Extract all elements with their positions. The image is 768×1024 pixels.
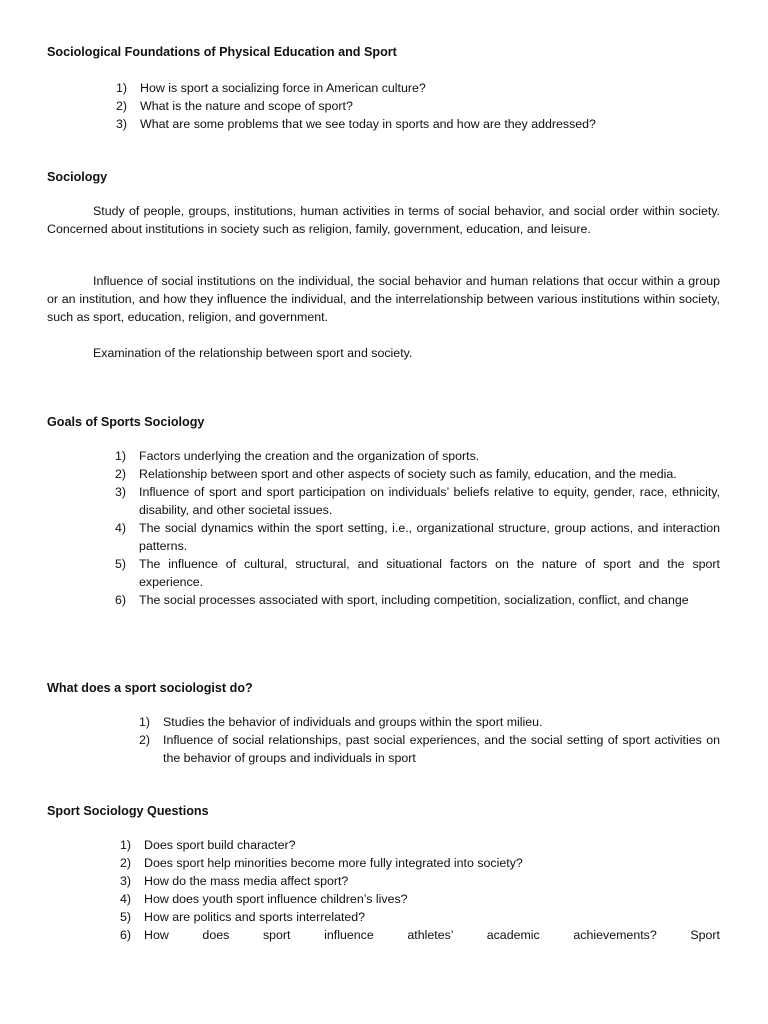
list-number: 3) [116, 117, 128, 131]
list-item [115, 483, 720, 519]
list-item [120, 854, 720, 872]
list-item [115, 519, 720, 555]
document-title: Sociological Foundations of Physical Education and Sport [47, 45, 397, 59]
list-number: 1) [115, 449, 127, 463]
list-number: 3) [115, 485, 127, 499]
list-item [115, 555, 720, 591]
list-item-text: The influence of cultural, structural, and situational factors on the nature of sport and the sport experience. [139, 557, 720, 589]
list-item [120, 908, 720, 926]
list-number: 2) [115, 467, 127, 481]
list-item [120, 890, 720, 908]
sociology-paragraph-3: Examination of the relationship between sport and society. [93, 346, 413, 360]
list-number: 6) [115, 593, 127, 607]
list-item-text: How does sport influence athletes’ academic achievements? Sport [144, 928, 720, 942]
list-item [139, 731, 720, 767]
sociology-paragraph-1: Study of people, groups, institutions, human activities in terms of social behavior, and social order within society. Concerned about institutions in society such as religion, family, government, education, and leisure. [47, 204, 720, 236]
list-item-text: Factors underlying the creation and the organization of sports. [139, 449, 480, 463]
list-item [120, 872, 720, 890]
list-number: 5) [120, 910, 132, 924]
list-number: 5) [115, 557, 127, 571]
list-item-text: Relationship between sport and other aspects of society such as family, education, and the media. [139, 467, 677, 481]
list-item-text: Does sport build character? [144, 838, 296, 852]
intro-questions-list [116, 79, 720, 133]
list-item-text: The social dynamics within the sport setting, i.e., organizational structure, group actions, and interaction patterns. [139, 521, 720, 553]
sport-sociology-questions-list [120, 836, 720, 944]
list-item [120, 836, 720, 854]
list-item [139, 713, 720, 731]
list-item [120, 926, 720, 944]
list-number: 4) [120, 892, 132, 906]
list-item-text: Does sport help minorities become more fully integrated into society? [144, 856, 523, 870]
sociology-heading: Sociology [47, 170, 108, 184]
list-item-text: How are politics and sports interrelated? [144, 910, 366, 924]
list-item-text: How do the mass media affect sport? [144, 874, 349, 888]
list-number: 2) [120, 856, 132, 870]
list-number: 1) [139, 715, 151, 729]
list-item-text: How does youth sport influence children’s lives? [144, 892, 408, 906]
list-item [115, 591, 720, 609]
list-item [116, 79, 720, 97]
list-number: 2) [139, 733, 151, 747]
list-item [115, 465, 720, 483]
list-number: 4) [115, 521, 127, 535]
list-item-text: How is sport a socializing force in American culture? [140, 81, 426, 95]
goals-heading: Goals of Sports Sociology [47, 415, 205, 429]
list-item [115, 447, 720, 465]
list-number: 1) [116, 81, 128, 95]
list-item [116, 115, 720, 133]
list-item-text: What is the nature and scope of sport? [140, 99, 353, 113]
list-item-text: The social processes associated with sport, including competition, socialization, conflict, and change [139, 593, 689, 607]
sociology-paragraph-2: Influence of social institutions on the individual, the social behavior and human relations that occur within a group or an institution, and how they influence the individual, and the interrelationship between various institutions within society, such as sport, education, religion, and government. [47, 274, 720, 324]
sociologist-list [139, 713, 720, 767]
list-item-text: What are some problems that we see today in sports and how are they addressed? [140, 117, 596, 131]
list-item-text: Influence of social relationships, past social experiences, and the social setting of sport activities on the behavior of groups and individuals in sport [163, 733, 720, 765]
sociologist-heading: What does a sport sociologist do? [47, 681, 253, 695]
list-number: 2) [116, 99, 128, 113]
list-item-text: Influence of sport and sport participation on individuals’ beliefs relative to equity, gender, race, ethnicity, disability, and other societal issues. [139, 485, 720, 517]
goals-list [115, 447, 720, 609]
list-number: 6) [120, 928, 132, 942]
list-item [116, 97, 720, 115]
list-number: 3) [120, 874, 132, 888]
list-number: 1) [120, 838, 132, 852]
questions-heading: Sport Sociology Questions [47, 804, 209, 818]
list-item-text: Studies the behavior of individuals and groups within the sport milieu. [163, 715, 543, 729]
